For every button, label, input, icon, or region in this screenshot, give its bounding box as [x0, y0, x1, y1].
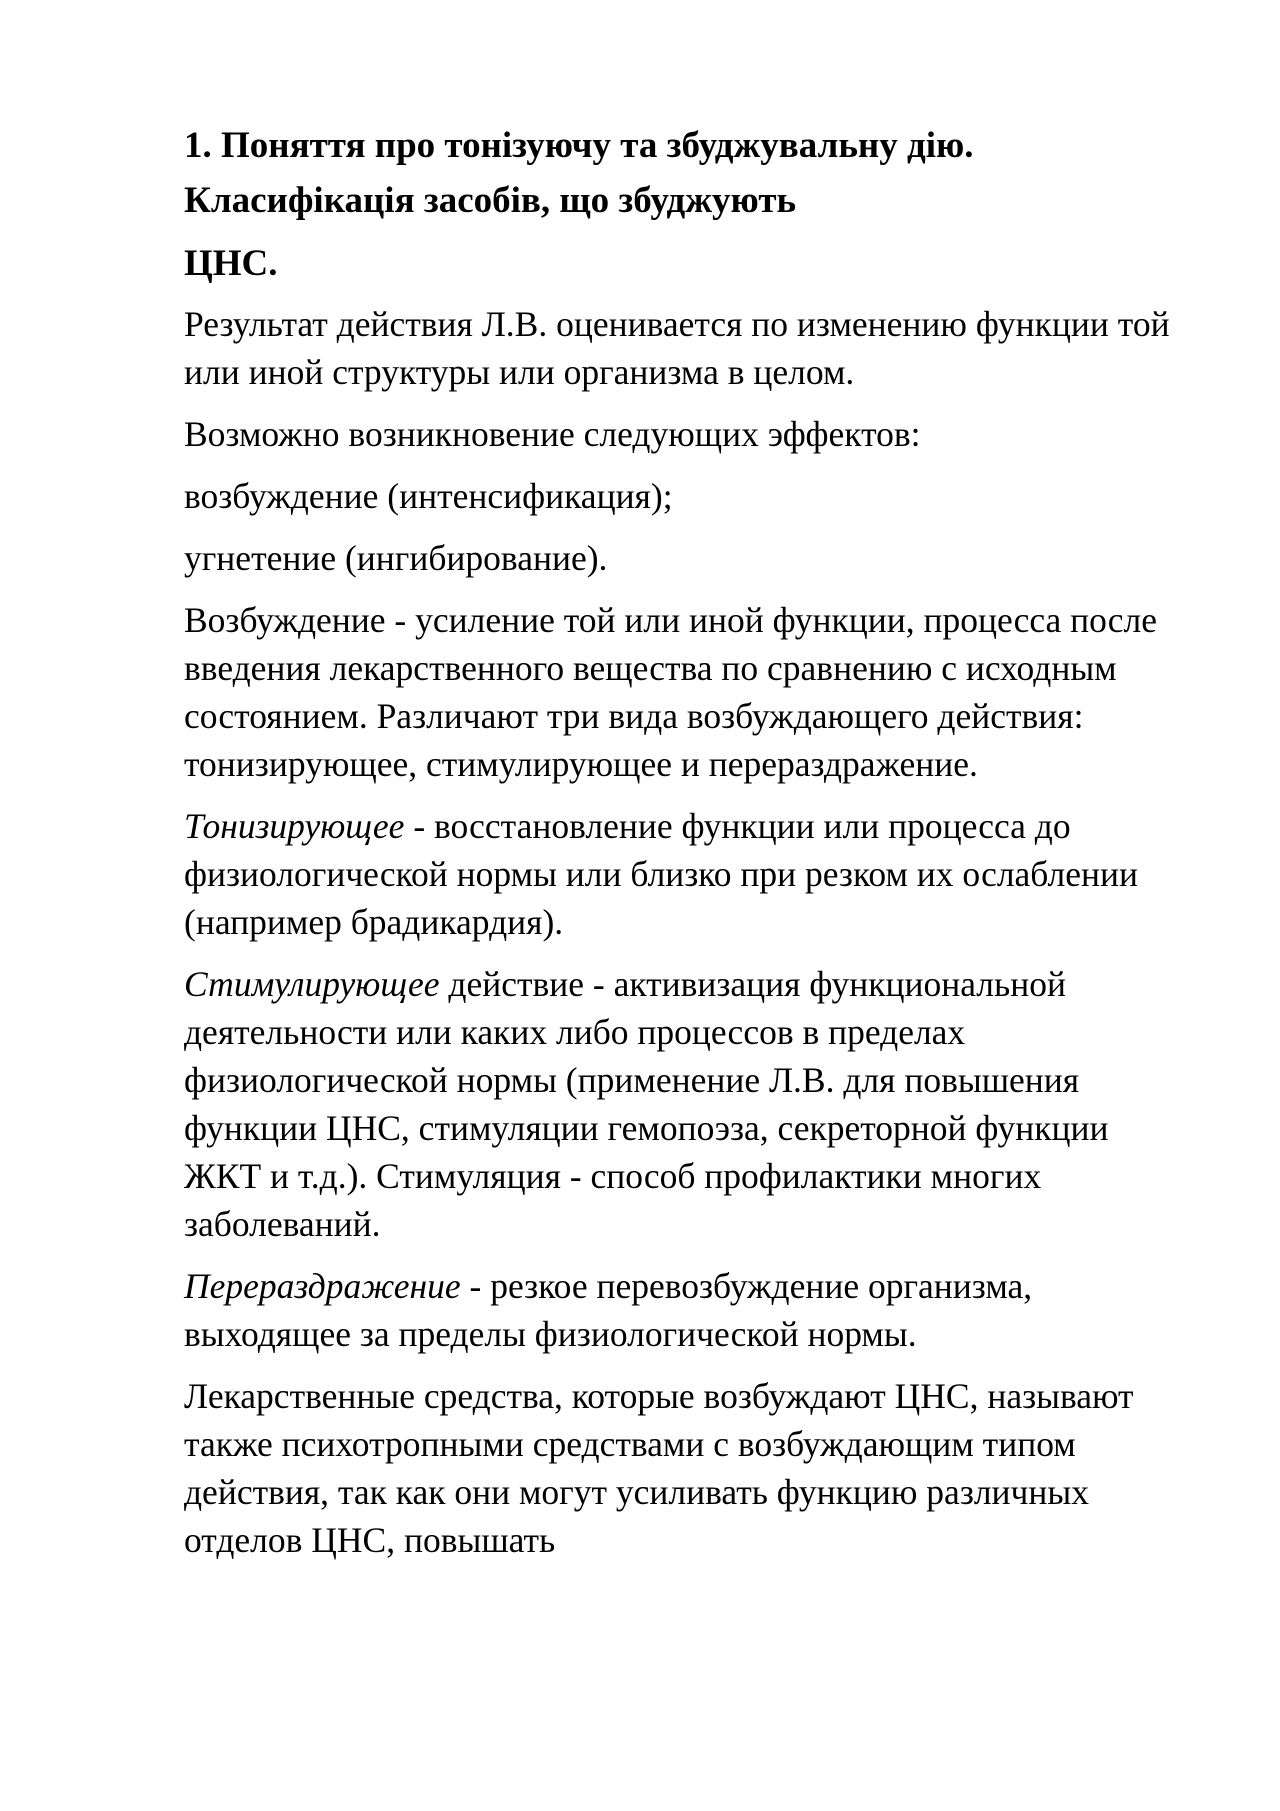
paragraph-effects-intro: Возможно возникновение следующих эффектов:	[184, 414, 921, 454]
definition-tonic-text: - восстановление функции или процесса до физиологической нормы или близко при резком их ослаблении (например брадикардия).	[184, 806, 1138, 942]
paragraph-effect-excitation: возбуждение (интенсификация);	[184, 476, 673, 516]
paragraph-cns-drugs: Лекарственные средства, которые возбуждают ЦНС, называют также психотропными средствами с возбуждающим типом действия, так как они могут усиливать функцию различных отделов ЦНС, повышать	[184, 1376, 1134, 1560]
definition-overstimulation-text: - резкое перевозбуждение организма, выходящее за пределы физиологической нормы.	[184, 1266, 1033, 1354]
term-overstimulation: Перераздражение	[184, 1266, 461, 1306]
definition-stimulating	[184, 960, 1194, 1248]
paragraph-excitation-definition: Возбуждение - усиление той или иной функции, процесса после введения лекарственного вещества по сравнению с исходным состоянием. Различают три вида возбуждающего действия: тонизирующее, стимулирующее и перераздражение.	[184, 600, 1158, 784]
paragraph-result: Результат действия Л.В. оценивается по изменению функции той или иной структуры или организма в целом.	[184, 304, 1170, 392]
section-heading-continuation: ЦНС.	[184, 243, 278, 284]
term-tonic: Тонизирующее	[184, 806, 405, 846]
document-page	[184, 118, 1194, 1564]
definition-overstimulation	[184, 1262, 1194, 1358]
definition-tonic	[184, 802, 1194, 946]
paragraph-effect-inhibition: угнетение (ингибирование).	[184, 538, 608, 578]
definition-stimulating-text: действие - активизация функциональной деятельности или каких либо процессов в пределах физиологической нормы (применение Л.В. для повышения функции ЦНС, стимуляции гемопоэза, секреторной функции ЖКТ и т.д.). Стимуляция - способ профилактики многих заболеваний.	[184, 964, 1109, 1244]
term-stimulating: Стимулирующее	[184, 964, 440, 1004]
section-heading: 1. Поняття про тонізуючу та збуджувальну дію. Класифікація засобів, що збуджують	[184, 125, 974, 221]
